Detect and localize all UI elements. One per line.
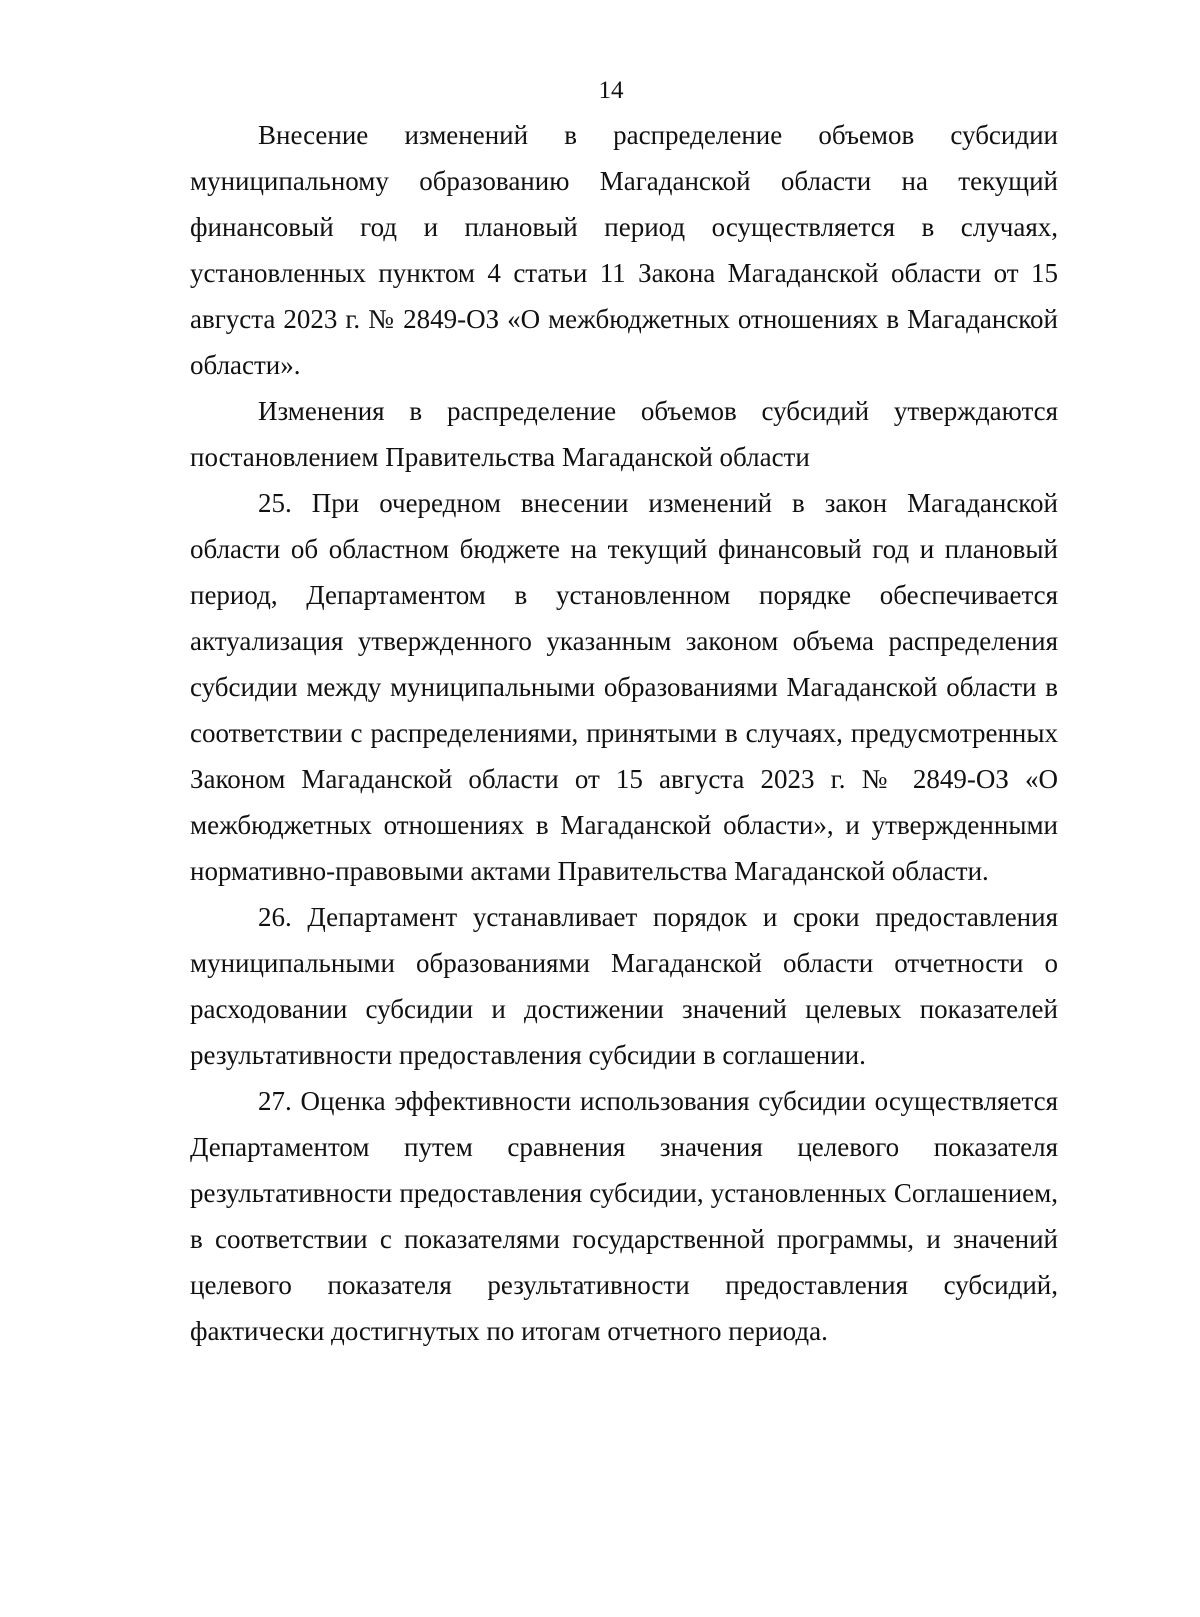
document-body	[190, 112, 1058, 1354]
paragraph-item-27: 27. Оценка эффективности использования субсидии осуществляется Департаментом путем сравнения значения целевого показателя результативности предоставления субсидии, установленных Соглашением, в соответствии с показателями государственной программы, и значений целевого показателя результативности предоставления субсидий, фактически достигнутых по итогам отчетного периода.	[190, 1086, 1058, 1346]
page-number: 14	[598, 77, 624, 104]
paragraph-item-26: 26. Департамент устанавливает порядок и сроки предоставления муниципальными образованиями Магаданской области отчетности о расходовании субсидии и достижении значений целевых показателей результативности предоставления субсидии в соглашении.	[190, 902, 1058, 1070]
paragraph-subsidy-distribution-changes: Внесение изменений в распределение объемов субсидии муниципальному образованию Магаданской области на текущий финансовый год и плановый период осуществляется в случаях, установленных пунктом 4 статьи 11 Закона Магаданской области от 15 августа 2023 г. № 2849-ОЗ «О межбюджетных отношениях в Магаданской области».	[190, 120, 1058, 380]
paragraph-item-25: 25. При очередном внесении изменений в закон Магаданской области об областном бюджете на текущий финансовый год и плановый период, Департаментом в установленном порядке обеспечивается актуализация утвержденного указанным законом объема распределения субсидии между муниципальными образованиями Магаданской области в соответствии с распределениями, принятыми в случаях, предусмотренных Законом Магаданской области от 15 августа 2023 г. № 2849-ОЗ «О межбюджетных отношениях в Магаданской области», и утвержденными нормативно-правовыми актами Правительства Магаданской области.	[190, 488, 1058, 886]
paragraph-changes-approval: Изменения в распределение объемов субсидий утверждаются постановлением Правительства Магаданской области	[190, 396, 1058, 472]
